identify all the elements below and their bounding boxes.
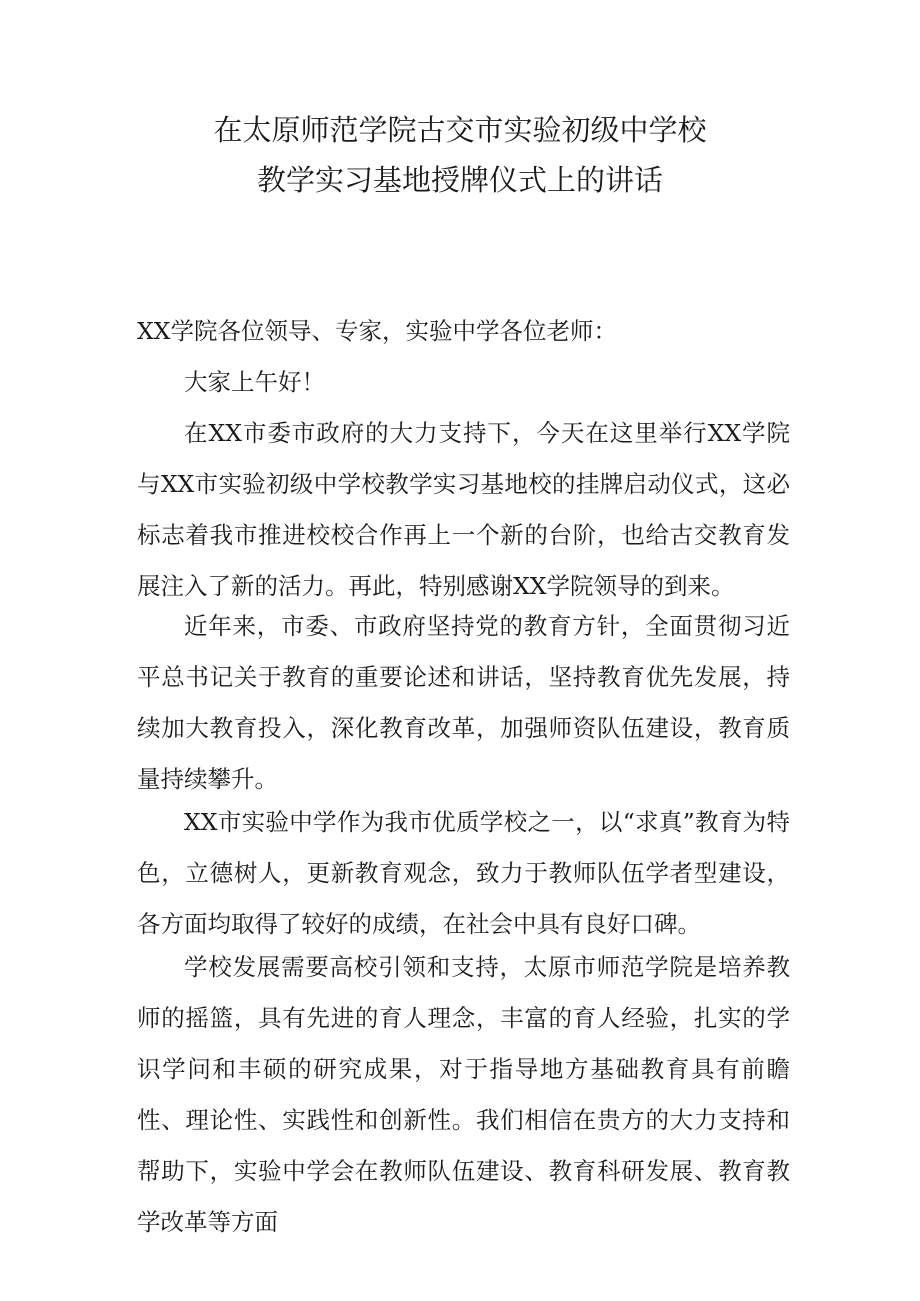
paragraph-3: XX市实验中学作为我市优质学校之一，以“求真”教育为特色，立德树人，更新教育观念，致力于教师队伍学者型建设，各方面均取得了较好的成绩，在社会中具有良好口碑。 bbox=[137, 808, 790, 938]
salutation: XX学院各位领导、专家，实验中学各位老师： bbox=[137, 317, 617, 345]
paragraph-4: 学校发展需要高校引领和支持，太原市师范学院是培养教师的摇篮，具有先进的育人理念，丰富的育人经验，扎实的学识学问和丰硕的研究成果，对于指导地方基础教育具有前瞻性、理论性、实践性和创新性。我们相信在贵方的大力支持和帮助下，实验中学会在教师队伍建设、教育科研发展、教育教学改革等方面 bbox=[137, 953, 790, 1236]
document-title-line-1: 在太原师范学院古交市实验初级中学校 bbox=[213, 113, 707, 147]
document-title-line-2: 教学实习基地授牌仪式上的讲话 bbox=[256, 163, 663, 197]
paragraph-1: 在XX市委市政府的大力支持下，今天在这里举行XX学院与XX市实验初级中学校教学实习基地校的挂牌启动仪式，这必标志着我市推进校校合作再上一个新的台阶，也给古交教育发展注入了新的活力。再此，特别感谢XX学院领导的到来。 bbox=[137, 419, 790, 600]
paragraph-2: 近年来，市委、市政府坚持党的教育方针，全面贯彻习近平总书记关于教育的重要论述和讲话，坚持教育优先发展，持续加大教育投入，深化教育改革，加强师资队伍建设，教育质量持续攀升。 bbox=[137, 612, 790, 793]
greeting: 大家上午好！ bbox=[184, 368, 325, 396]
